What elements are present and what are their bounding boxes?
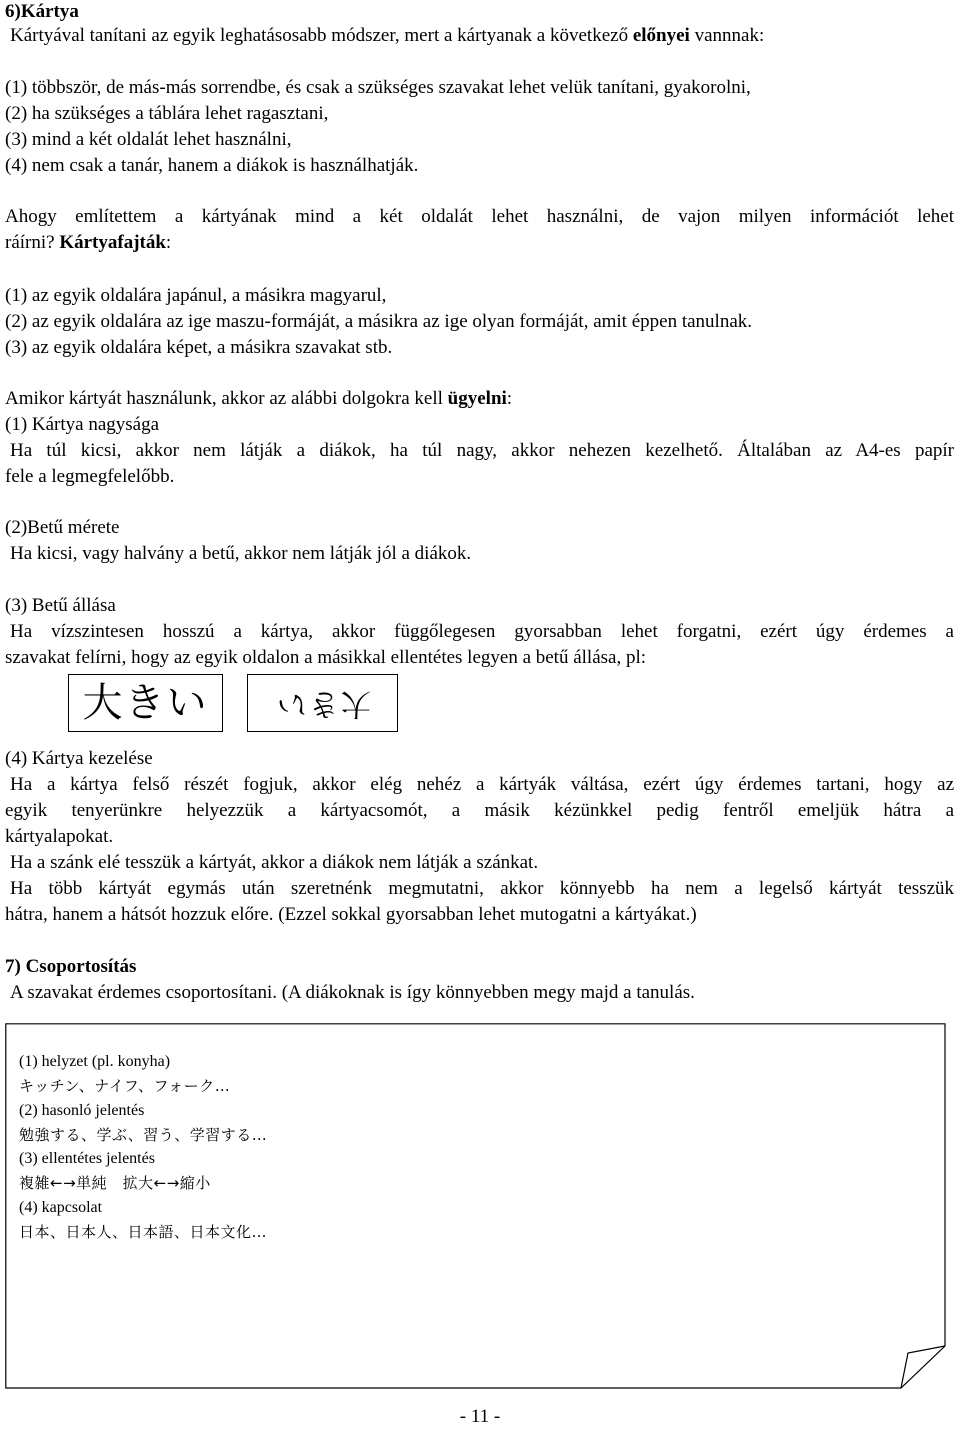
care-intro: Amikor kártyát használunk, akkor az alábbi dolgokra kell ügyelni:	[5, 388, 513, 409]
advantage-item: (3) mind a két oldalát lehet használni,	[5, 129, 292, 150]
body-line: Ha a szánk elé tesszük a kártyát, akkor a diákok nem látják a szánkat.	[10, 852, 539, 873]
advantage-item: (2) ha szükséges a táblára lehet ragasztani,	[5, 103, 329, 124]
question-line: ráírni? Kártyafajták:	[5, 232, 172, 253]
card-upright	[68, 674, 223, 732]
body-line: Ha a kártya felső részét fogjuk, akkor elég nehéz a kártyák váltása, ezért úgy érdemes tartani, hogy az	[10, 774, 954, 795]
note-line: 勉強する、学ぶ、習う、学習する…	[19, 1125, 268, 1144]
note-line: (3) ellentétes jelentés	[19, 1150, 155, 1168]
grouping-example-note	[5, 1023, 946, 1389]
body-line: kártyalapokat.	[5, 826, 114, 847]
subsection-title: (2)Betű mérete	[5, 517, 120, 538]
note-line: (1) helyzet (pl. konyha)	[19, 1053, 171, 1070]
section-heading: 6)Kártya	[5, 1, 79, 22]
note-line: (2) hasonló jelentés	[19, 1101, 145, 1119]
note-line: 複雑←→単純 拡大←→縮小	[19, 1174, 211, 1193]
body-line: hátra, hanem a hátsót hozzuk előre. (Ezzel sokkal gyorsabban lehet mutogatni a kártyákat.)	[5, 904, 697, 925]
card-type-item: (2) az egyik oldalára az ige maszu-formáját, a másikra az ige olyan formáját, amit éppen tanulnak.	[5, 311, 753, 332]
body-line: A szavakat érdemes csoportosítani. (A diákoknak is így könnyebben megy majd a tanulás.	[10, 982, 695, 1003]
page-number: - 11 -	[459, 1406, 501, 1427]
note-list	[19, 1050, 267, 1244]
body-line: szavakat felírni, hogy az egyik oldalon a másikkal ellentétes legyen a betű állása, pl:	[5, 647, 647, 668]
note-line: 日本、日本人、日本語、日本文化…	[19, 1223, 268, 1242]
body-line: Ha kicsi, vagy halvány a betű, akkor nem látják jól a diákok.	[10, 543, 472, 564]
subsection-title: (3) Betű állása	[5, 595, 116, 616]
intro-paragraph: Kártyával tanítani az egyik leghatásosabb módszer, mert a kártyanak a következő előnyei vannnak:	[10, 25, 765, 46]
question-line: Ahogy említettem a kártyának mind a két oldalát lehet használni, de vajon milyen információt lehet	[5, 206, 954, 227]
body-line: fele a legmegfelelőbb.	[5, 466, 175, 487]
body-line: Ha több kártyát egymás után szeretnénk megmutatni, akkor könnyebb ha nem a legelső kártyát tesszük	[10, 878, 954, 899]
body-line: egyik tenyerünkre helyezzük a kártyacsomót, a másik kézünkkel pedig fentről emeljük hátra a	[5, 800, 954, 821]
advantage-item: (4) nem csak a tanár, hanem a diákok is használhatják.	[5, 155, 419, 176]
body-line: Ha vízszintesen hosszú a kártya, akkor függőlegesen gyorsabban lehet forgatni, ezért úgy érdemes a	[10, 621, 954, 642]
body-line: Ha túl kicsi, akkor nem látják a diákok, ha túl nagy, akkor nehezen kezelhető. Általában az A4-es papír	[10, 440, 954, 461]
note-line: キッチン、ナイフ、フォーク…	[19, 1077, 231, 1096]
card-type-item: (1) az egyik oldalára japánul, a másikra magyarul,	[5, 285, 387, 306]
subsection-title: (1) Kártya nagysága	[5, 414, 160, 435]
card-flipped-text: 大きい	[274, 686, 371, 721]
card-upright-text: 大きい	[82, 680, 209, 726]
advantage-item: (1) többször, de más-más sorrendbe, és csak a szükséges szavakat lehet velük tanítani, gyakorolni,	[5, 77, 751, 98]
subsection-title: (4) Kártya kezelése	[5, 748, 153, 769]
card-flipped	[247, 674, 398, 732]
card-type-item: (3) az egyik oldalára képet, a másikra szavakat stb.	[5, 337, 393, 358]
subsection-title: 7) Csoportosítás	[5, 956, 137, 977]
note-line: (4) kapcsolat	[19, 1198, 103, 1216]
